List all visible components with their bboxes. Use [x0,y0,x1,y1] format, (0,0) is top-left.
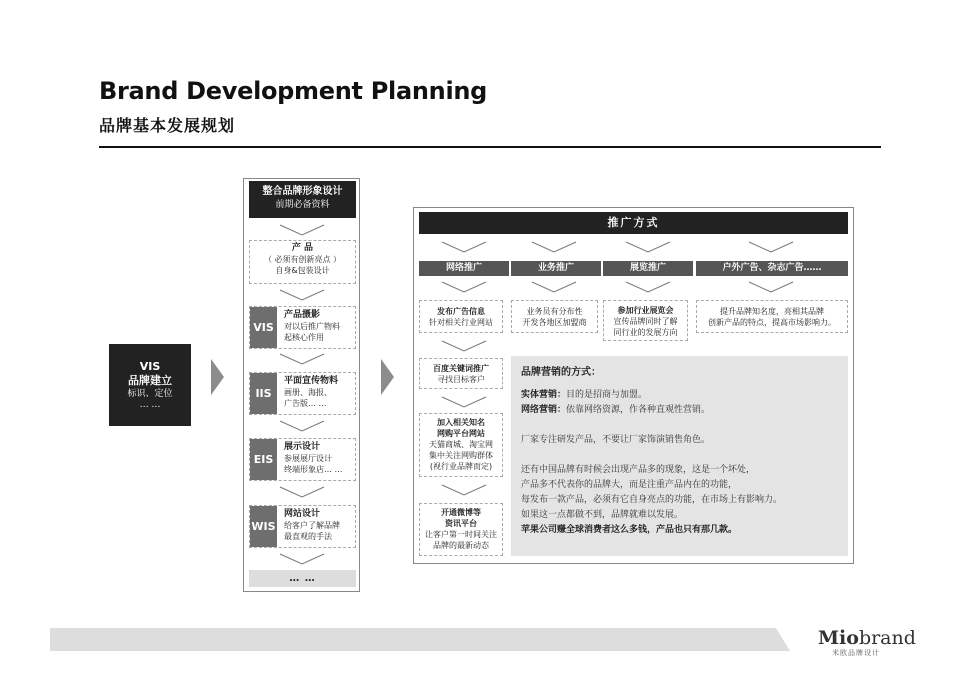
chevron-down-icon [279,353,325,365]
panel-paragraph-3-line5: 苹果公司赚全球消费者这么多钱，产品也只有那几款。 [521,525,738,535]
channel-box-line2: 创新产品的特点，提高市场影响力。 [708,318,836,327]
panel-online-line [521,403,838,418]
left-box-title2: 资讯平台 [445,519,477,528]
channel-box-line1: 针对相关行业网站 [429,318,493,327]
promotion-header: 推广方式 [419,212,848,234]
brand-logo-subtitle: 米欧品牌设计 [832,649,880,657]
page-subtitle: 品牌基本发展规划 [99,116,236,135]
chevron-down-icon [625,241,671,253]
item-title: 展示设计 [284,442,321,452]
product-title: 产 品 [291,243,314,253]
item-line1: 参展展厅设计 [284,454,332,463]
chevron-down-icon [531,281,577,293]
product-line1: （ 必须有创新亮点 ） [263,255,342,264]
logo-part-b: brand [858,627,916,649]
channel-business: 业务推广 [511,261,601,276]
product-box [249,240,356,284]
item-tag: VIS [250,307,277,348]
chevron-down-icon [625,281,671,293]
chevron-down-icon [441,396,487,408]
left-box-line2: 集中关注网购群体 [429,451,493,460]
channel-box-line2: 开发各地区加盟商 [522,318,587,327]
online-label: 网络营销： [521,405,567,415]
channel-exhibition: 展览推广 [603,261,693,276]
arrow-right-icon [381,359,394,395]
channel-outdoor: 户外广告、杂志广告…… [696,261,848,276]
chevron-down-icon [279,224,325,236]
online-text: 依靠网络资源，作各种直观性营销。 [566,405,711,415]
chevron-down-icon [748,241,794,253]
vis-detail: 标识、定位 [127,389,173,399]
channel-box-line2: 同行业的发展方向 [613,328,678,337]
panel-paragraph-3-line3: 每发布一款产品，必须有它自身亮点的功能，在市场上有影响力。 [521,495,783,505]
channel-box-line1: 宣传品牌同时了解 [613,317,678,326]
chevron-down-icon [279,486,325,498]
left-box-line3: (视行业品牌而定) [429,462,493,471]
channel-box-line1: 提升品牌知名度，亮相其品牌 [720,307,824,316]
vis-brand-label: 品牌建立 [128,374,172,387]
item-line1: 给客户了解品牌 [284,521,340,530]
chevron-down-icon [441,241,487,253]
panel-paragraph-3-line2: 产品多不代表你的品牌大，而是注重产品内在的功能， [521,480,738,490]
item-title: 网站设计 [284,509,321,519]
channel-box-line1: 业务员有分布性 [526,307,583,316]
product-line2: 自身&包装设计 [275,266,330,275]
shopping-platform-box [419,413,503,477]
chevron-down-icon [279,420,325,432]
item-line2: 终端形象店… … [284,465,343,474]
item-line1: 画册、海报、 [284,388,332,397]
channel-box-title: 参加行业展览会 [617,306,674,315]
vis-brand-box [109,344,191,426]
brand-logo [818,627,916,649]
vis-dots: … … [139,400,161,410]
left-box-line1: 让客户第一时间关注 [425,530,497,539]
left-box-title: 开通微博等 [441,508,481,517]
chevron-down-icon [531,241,577,253]
left-box-line1: 天猫商城、淘宝网 [429,440,493,449]
chevron-down-icon [279,553,325,565]
item-title: 产品摄影 [284,310,321,320]
entity-text: 目的是招商与加盟。 [566,390,648,400]
column-header [249,181,356,218]
vis-label: VIS [139,360,161,373]
panel-paragraph-2: 厂家专注研发产品，不要让厂家饰演销售角色。 [521,435,711,445]
panel-heading: 品牌营销的方式： [521,367,601,378]
item-tag: IIS [250,373,277,414]
chevron-down-icon [441,340,487,352]
weibo-box [419,503,503,556]
panel-entity-line [521,388,838,403]
chevron-down-icon [748,281,794,293]
channel-box-business [511,300,598,333]
left-box-line2: 品牌的最新动态 [433,541,489,550]
item-line1: 对以后推广物料 [284,322,340,331]
channel-box-online [419,300,503,333]
title-divider [99,146,881,148]
item-tag: WIS [250,506,277,547]
item-title: 平面宣传物料 [284,376,339,386]
channel-box-outdoor [696,300,848,333]
more-dots: … … [249,570,356,587]
chevron-down-icon [279,289,325,301]
identity-item-eis [249,438,356,481]
item-line2: 最直观的手法 [284,532,332,541]
identity-item-vis [249,306,356,349]
left-box-title: 百度关键词推广 [433,364,489,373]
item-line2: 起核心作用 [284,333,324,342]
entity-label: 实体营销： [521,390,567,400]
channel-box-title: 发布广告信息 [437,307,485,316]
channel-box-exhibition [603,300,688,341]
footer-bar [50,628,790,651]
baidu-keyword-box [419,358,503,389]
panel-paragraph-3-line4: 如果这一点都做不到，品牌就难以发展。 [521,510,684,520]
chevron-down-icon [441,484,487,496]
page-title: Brand Development Planning [99,77,488,105]
left-box-line1: 寻找目标客户 [437,375,485,384]
identity-item-wis [249,505,356,548]
column-header-title: 整合品牌形象设计 [262,186,343,197]
logo-part-a: Mio [818,627,859,649]
identity-item-iis [249,372,356,415]
arrow-right-icon [211,359,224,395]
channel-online: 网络推广 [419,261,509,276]
left-box-title2: 网购平台网站 [437,429,485,438]
item-line2: 广告版… … [284,399,327,408]
marketing-panel [511,356,848,556]
column-header-sub: 前期必备资料 [275,200,330,210]
item-tag: EIS [250,439,277,480]
chevron-down-icon [441,281,487,293]
left-box-title: 加入相关知名 [437,418,485,427]
panel-paragraph-3-line1: 还有中国品牌有时候会出现产品多的现象，这是一个坏处， [521,465,756,475]
